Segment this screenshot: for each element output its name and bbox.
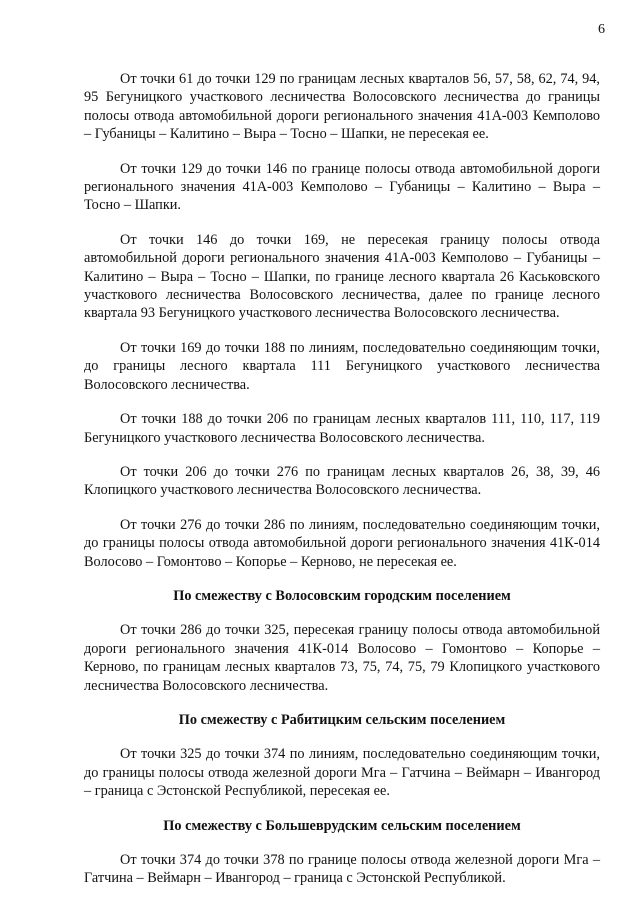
paragraph-374-378: От точки 374 до точки 378 по границе полосы отвода железной дороги Мга – Гатчина – Веймарн – Ивангород – граница с Эстонской Республикой. bbox=[84, 852, 600, 887]
paragraph-206-276: От точки 206 до точки 276 по границам лесных кварталов 26, 38, 39, 46 Клопицкого участкового лесничества Волосовского лесничества. bbox=[84, 463, 600, 499]
paragraph-286-325: От точки 286 до точки 325, пересекая границу полосы отвода автомобильной дороги регионального значения 41К-014 Волосово – Гомонтово – Копорье – Керново, по границам лесных кварталов 73, 75, 74, 75, 79 Клопицкого участкового лесничества Волосовского лесничества. bbox=[84, 622, 600, 694]
heading-volosovo-urban-settlement: По смежеству с Волосовским городским поселением bbox=[173, 587, 511, 604]
paragraph-146-169: От точки 146 до точки 169, не пересекая границу полосы отвода автомобильной дороги регионального значения 41А-003 Кемполово – Губаницы – Калитино – Выра – Тосно – Шапки, по границе лесного квартала 26 Каськовского участкового лесничества Волосовского лесничества, далее по границе лесного квартала 93 Бегуницкого участкового лесничества Волосовского лесничества. bbox=[84, 231, 600, 322]
heading-bolshevrudskoye-rural-settlement: По смежеству с Большеврудским сельским поселением bbox=[163, 817, 521, 834]
paragraph-61-129: От точки 61 до точки 129 по границам лесных кварталов 56, 57, 58, 62, 74, 94, 95 Бегуницкого участкового лесничества Волосовского лесничества до границы полосы отвода автомобильной дороги регионального значения 41А-003 Кемполово – Губаницы – Калитино – Выра – Тосно – Шапки, не пересекая ее. bbox=[84, 71, 600, 143]
paragraph-325-374: От точки 325 до точки 374 по линиям, последовательно соединяющим точки, до границы полосы отвода железной дороги Мга – Гатчина – Веймарн – Ивангород – граница с Эстонской Республикой, пересекая ее. bbox=[84, 746, 600, 800]
document-body bbox=[84, 70, 600, 904]
paragraph-276-286: От точки 276 до точки 286 по линиям, последовательно соединяющим точки, до границы полосы отвода автомобильной дороги регионального значения 41К-014 Волосово – Гомонтово – Копорье – Керново, не пересекая ее. bbox=[84, 516, 600, 570]
paragraph-188-206: От точки 188 до точки 206 по границам лесных кварталов 111, 110, 117, 119 Бегуницкого участкового лесничества Волосовского лесничества. bbox=[84, 411, 600, 446]
paragraph-169-188: От точки 169 до точки 188 по линиям, последовательно соединяющим точки, до границы лесного квартала 111 Бегуницкого участкового лесничества Волосовского лесничества. bbox=[84, 339, 600, 393]
page-number: 6 bbox=[598, 22, 605, 37]
heading-rabititsy-rural-settlement: По смежеству с Рабитицким сельским поселением bbox=[178, 711, 506, 728]
paragraph-129-146: От точки 129 до точки 146 по границе полосы отвода автомобильной дороги регионального значения 41А-003 Кемполово – Губаницы – Калитино – Выра – Тосно – Шапки. bbox=[84, 160, 600, 214]
